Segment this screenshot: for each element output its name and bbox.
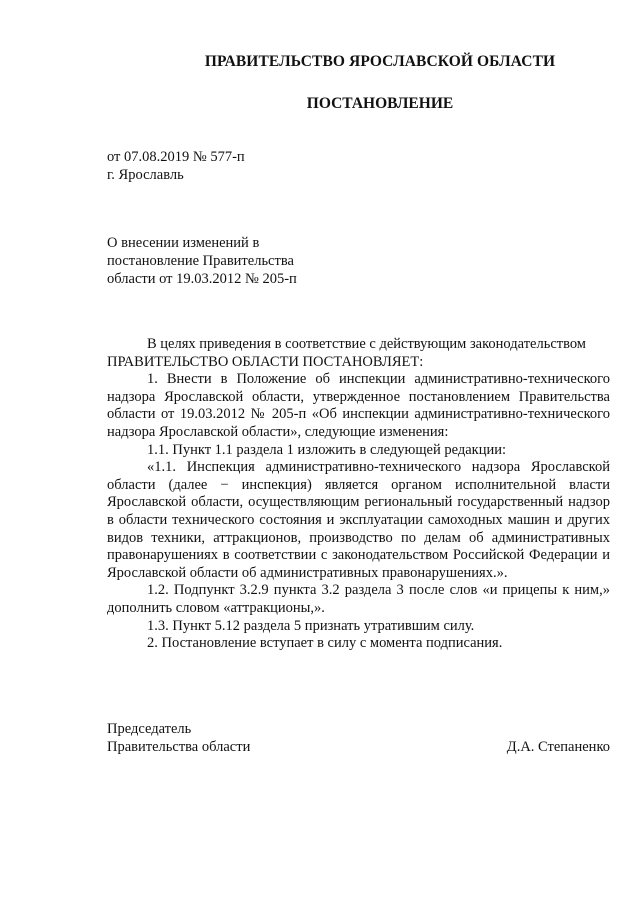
signatory-title-line2: Правительства области — [107, 739, 251, 755]
preamble-line: В целях приведения в соответствие с действующим законодательством — [147, 336, 586, 352]
document-type-title: ПОСТАНОВЛЕНИЕ — [306, 95, 454, 112]
document-city: г. Ярославль — [107, 167, 184, 183]
item-1-2: 1.2. Подпункт 3.2.9 пункта 3.2 раздела 3 после слов «и прицепы к ним,» дополнить словом «аттракционы,». — [107, 582, 610, 616]
signature-block — [107, 720, 610, 756]
document-meta — [107, 148, 245, 184]
document-subject — [107, 234, 297, 288]
preamble-resolution: ПРАВИТЕЛЬСТВО ОБЛАСТИ ПОСТАНОВЛЯЕТ: — [107, 353, 424, 370]
signatory-name: Д.А. Степаненко — [506, 739, 610, 755]
item-2: 2. Постановление вступает в силу с момента подписания. — [147, 635, 503, 652]
item-1-3: 1.3. Пункт 5.12 раздела 5 признать утратившим силу. — [147, 617, 475, 634]
subject-line: О внесении изменений в — [107, 235, 260, 251]
document-body — [107, 336, 610, 653]
signatory-title-line1: Председатель — [107, 721, 192, 737]
document-date-number: от 07.08.2019 № 577-п — [107, 149, 245, 165]
government-title: ПРАВИТЕЛЬСТВО ЯРОСЛАВСКОЙ ОБЛАСТИ — [204, 53, 556, 70]
item-1-1: 1.1. Пункт 1.1 раздела 1 изложить в следующей редакции: — [147, 441, 507, 458]
subject-line: области от 19.03.2012 № 205-п — [107, 271, 297, 287]
subject-line: постановление Правительства — [107, 253, 294, 269]
item-1-1-quote: «1.1. Инспекция административно-технического надзора Ярославской области (далее − инспекция) является органом исполнительной власти Ярославской области, осуществляющим региональный государственный надзор в области технического состояния и эксплуатации самоходных машин и других видов техники, аттракционов, производство по делам об административных правонарушениях в соответствии с законодательством Российской Федерации и Ярославской области об административных правонарушениях.». — [107, 459, 610, 581]
item-1: 1. Внести в Положение об инспекции административно-технического надзора Ярославской области, утвержденное постановлением Правительства области от 19.03.2012 № 205-п «Об инспекции административно-технического надзора Ярославской области», следующие изменения: — [107, 371, 610, 440]
